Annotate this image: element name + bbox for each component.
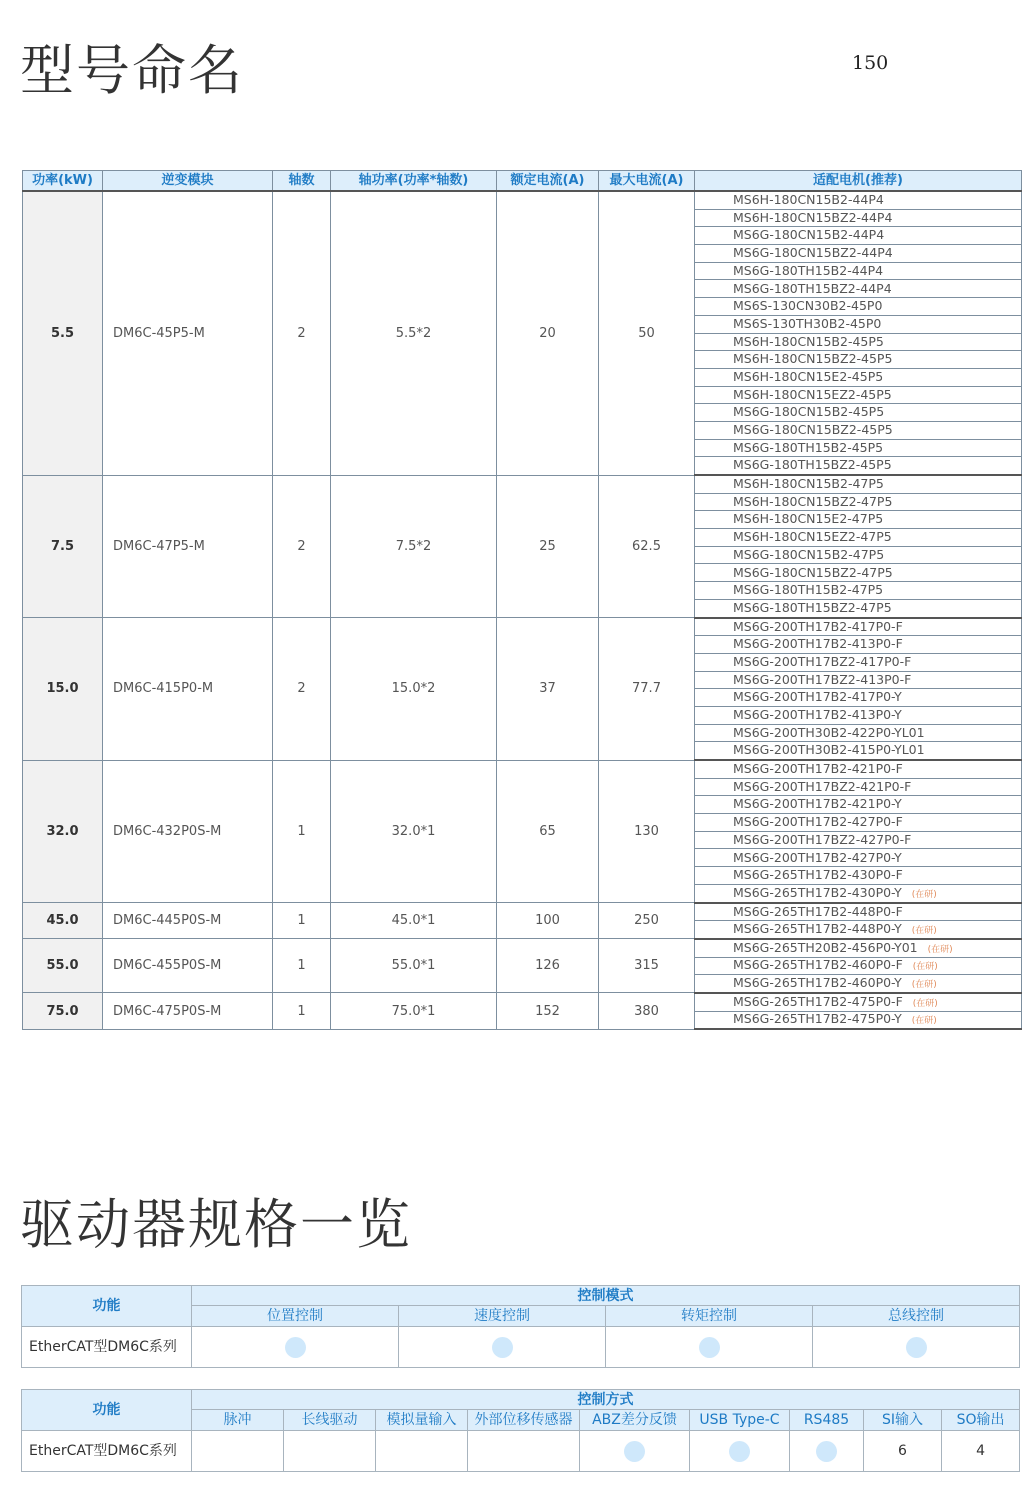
- column-header: 总线控制: [813, 1306, 1020, 1327]
- max-current-cell: 250: [599, 903, 695, 939]
- motor-cell: [695, 778, 1022, 796]
- axis-power-cell: 5.5*2: [331, 191, 497, 475]
- power-cell: 55.0: [23, 939, 103, 993]
- rated-current-cell: 126: [497, 939, 599, 993]
- motor-cell: [695, 546, 1022, 564]
- motor-cell: [695, 421, 1022, 439]
- motor-cell: [695, 227, 1022, 245]
- motor-model: MS6G-265TH17B2-460P0-F: [733, 957, 903, 973]
- motor-model: MS6G-200TH17B2-421P0-Y: [733, 796, 902, 812]
- table-row: [22, 1431, 1020, 1472]
- in-development-tag: (在研): [912, 998, 938, 1009]
- motor-model: MS6G-180TH15BZ2-47P5: [733, 599, 892, 615]
- motor-cell: [695, 671, 1022, 689]
- column-header: 脉冲: [192, 1410, 284, 1431]
- rated-current-cell: 152: [497, 993, 599, 1029]
- motor-model: MS6G-265TH17B2-448P0-Y: [733, 921, 902, 937]
- motor-model: MS6G-180CN15BZ2-44P4: [733, 245, 893, 261]
- supported-dot-icon: [816, 1441, 837, 1462]
- power-cell: 32.0: [23, 760, 103, 903]
- motor-model: MS6H-180CN15B2-45P5: [733, 333, 884, 349]
- motor-cell: [695, 636, 1022, 654]
- spec-cell: 4: [942, 1431, 1020, 1472]
- motor-model: MS6G-180TH15B2-44P4: [733, 262, 884, 278]
- table-row: [23, 939, 1022, 957]
- motor-model: MS6G-180TH15BZ2-44P4: [733, 280, 892, 296]
- motor-model: MS6H-180CN15B2-44P4: [733, 192, 884, 208]
- in-development-tag: (在研): [911, 980, 937, 991]
- column-header: 速度控制: [399, 1306, 606, 1327]
- column-header: SO输出: [942, 1410, 1020, 1431]
- table-row: [22, 1286, 1020, 1306]
- motor-model: MS6G-265TH17B2-430P0-F: [733, 867, 903, 883]
- motor-model: MS6G-200TH17BZ2-413P0-F: [733, 671, 912, 687]
- motor-model: MS6H-180CN15EZ2-47P5: [733, 529, 892, 545]
- motor-cell: [695, 814, 1022, 832]
- max-current-cell: 62.5: [599, 475, 695, 618]
- table-row: [23, 618, 1022, 636]
- axes-cell: 2: [273, 191, 331, 475]
- motor-cell: [695, 280, 1022, 298]
- motor-model: MS6H-180CN15BZ2-45P5: [733, 351, 893, 367]
- table-row: [23, 903, 1022, 921]
- motor-cell: [695, 796, 1022, 814]
- spec-cell: 6: [864, 1431, 942, 1472]
- motor-cell: [695, 903, 1022, 921]
- func-label: 功能: [22, 1390, 192, 1431]
- axis-power-cell: 45.0*1: [331, 903, 497, 939]
- motor-model: MS6G-200TH30B2-422P0-YL01: [733, 724, 925, 740]
- table-row: [23, 760, 1022, 778]
- motor-model: MS6G-200TH17BZ2-417P0-F: [733, 653, 912, 669]
- axes-cell: 1: [273, 993, 331, 1029]
- inverter-cell: DM6C-415P0-M: [103, 618, 273, 761]
- func-label: 功能: [22, 1286, 192, 1327]
- in-development-tag: (在研): [927, 944, 953, 955]
- motor-cell: [695, 706, 1022, 724]
- motor-model: MS6G-265TH17B2-475P0-Y: [733, 1011, 902, 1027]
- spec-cell: [606, 1327, 813, 1368]
- motor-model: MS6G-200TH17B2-413P0-Y: [733, 707, 902, 723]
- column-header: SI输入: [864, 1410, 942, 1431]
- motor-cell: [695, 831, 1022, 849]
- axis-power-cell: 7.5*2: [331, 475, 497, 618]
- table-row: [22, 1327, 1020, 1368]
- spec-cell: [690, 1431, 790, 1472]
- max-current-cell: 77.7: [599, 618, 695, 761]
- motor-cell: [695, 884, 1022, 902]
- motor-model: MS6H-180CN15E2-45P5: [733, 368, 884, 384]
- motor-model: MS6G-200TH30B2-415P0-YL01: [733, 742, 925, 758]
- motor-model: MS6S-130TH30B2-45P0: [733, 315, 882, 331]
- motor-model: MS6G-180TH15BZ2-45P5: [733, 457, 892, 473]
- axes-cell: 2: [273, 475, 331, 618]
- control-method-table: [21, 1389, 1020, 1472]
- spec-cell: [192, 1327, 399, 1368]
- motor-model: MS6H-180CN15BZ2-44P4: [733, 209, 893, 225]
- rated-current-cell: 25: [497, 475, 599, 618]
- motor-cell: [695, 315, 1022, 333]
- group-label: 控制模式: [192, 1286, 1020, 1306]
- max-current-cell: 315: [599, 939, 695, 993]
- motor-cell: [695, 439, 1022, 457]
- motor-cell: [695, 511, 1022, 529]
- motor-cell: [695, 742, 1022, 760]
- axis-power-cell: 75.0*1: [331, 993, 497, 1029]
- motor-cell: [695, 689, 1022, 707]
- axes-cell: 1: [273, 760, 331, 903]
- spec-cell: [813, 1327, 1020, 1368]
- motor-model: MS6H-180CN15BZ2-47P5: [733, 493, 893, 509]
- supported-dot-icon: [729, 1441, 750, 1462]
- motor-model: MS6S-130CN30B2-45P0: [733, 298, 883, 314]
- column-header: 位置控制: [192, 1306, 399, 1327]
- inverter-cell: DM6C-45P5-M: [103, 191, 273, 475]
- motor-cell: [695, 993, 1022, 1011]
- spec-cell: [468, 1431, 580, 1472]
- page-title-driver-specs: 驱动器规格一览: [20, 1193, 412, 1256]
- table-row: [23, 191, 1022, 209]
- model-table-body: [23, 191, 1022, 1029]
- group-label: 控制方式: [192, 1390, 1020, 1410]
- motor-model: MS6G-200TH17B2-417P0-Y: [733, 689, 902, 705]
- motor-cell: [695, 209, 1022, 227]
- supported-dot-icon: [492, 1337, 513, 1358]
- motor-model: MS6G-265TH17B2-448P0-F: [733, 903, 903, 919]
- motor-cell: [695, 618, 1022, 636]
- motor-cell: [695, 368, 1022, 386]
- motor-model: MS6G-265TH17B2-430P0-Y: [733, 884, 902, 900]
- motor-model: MS6G-200TH17B2-427P0-F: [733, 814, 903, 830]
- page-number: 150: [852, 52, 889, 74]
- motor-model: MS6G-180CN15B2-45P5: [733, 404, 885, 420]
- motor-model: MS6G-180CN15B2-47P5: [733, 546, 885, 562]
- motor-model: MS6G-180CN15BZ2-45P5: [733, 422, 893, 438]
- header-rated-current: 额定电流(A): [497, 171, 599, 192]
- motor-cell: [695, 404, 1022, 422]
- axes-cell: 2: [273, 618, 331, 761]
- motor-cell: [695, 724, 1022, 742]
- axis-power-cell: 55.0*1: [331, 939, 497, 993]
- column-header: 外部位移传感器: [468, 1410, 580, 1431]
- row-label: EtherCAT型DM6C系列: [22, 1431, 192, 1472]
- motor-cell: [695, 262, 1022, 280]
- power-cell: 7.5: [23, 475, 103, 618]
- supported-dot-icon: [624, 1441, 645, 1462]
- motor-cell: [695, 975, 1022, 993]
- motor-model: MS6G-180TH15B2-45P5: [733, 439, 884, 455]
- motor-cell: [695, 298, 1022, 316]
- model-naming-table: [22, 170, 1022, 1030]
- power-cell: 75.0: [23, 993, 103, 1029]
- rated-current-cell: 100: [497, 903, 599, 939]
- spec-cell: [192, 1431, 284, 1472]
- supported-dot-icon: [699, 1337, 720, 1358]
- motor-model: MS6G-200TH17B2-413P0-F: [733, 636, 903, 652]
- motor-cell: [695, 599, 1022, 617]
- header-power: 功率(kW): [23, 171, 103, 192]
- motor-cell: [695, 957, 1022, 975]
- power-cell: 5.5: [23, 191, 103, 475]
- rated-current-cell: 20: [497, 191, 599, 475]
- motor-cell: [695, 245, 1022, 263]
- axis-power-cell: 32.0*1: [331, 760, 497, 903]
- header-axes: 轴数: [273, 171, 331, 192]
- axes-cell: 1: [273, 903, 331, 939]
- motor-model: MS6G-200TH17B2-421P0-F: [733, 761, 903, 777]
- in-development-tag: (在研): [911, 889, 937, 900]
- motor-model: MS6G-265TH17B2-460P0-Y: [733, 975, 902, 991]
- column-header: RS485: [790, 1410, 864, 1431]
- inverter-cell: DM6C-432P0S-M: [103, 760, 273, 903]
- column-header: USB Type-C: [690, 1410, 790, 1431]
- motor-cell: [695, 653, 1022, 671]
- inverter-cell: DM6C-445P0S-M: [103, 903, 273, 939]
- motor-cell: [695, 475, 1022, 493]
- motor-model: MS6G-200TH17B2-427P0-Y: [733, 849, 902, 865]
- spec-cell: [284, 1431, 376, 1472]
- motor-cell: [695, 1011, 1022, 1029]
- motor-model: MS6G-265TH20B2-456P0-Y01: [733, 939, 918, 955]
- in-development-tag: (在研): [912, 962, 938, 973]
- motor-cell: [695, 760, 1022, 778]
- motor-cell: [695, 867, 1022, 885]
- spec-cell: [376, 1431, 468, 1472]
- header-max-current: 最大电流(A): [599, 171, 695, 192]
- motor-cell: [695, 939, 1022, 957]
- inverter-cell: DM6C-475P0S-M: [103, 993, 273, 1029]
- supported-dot-icon: [906, 1337, 927, 1358]
- motor-cell: [695, 849, 1022, 867]
- motor-cell: [695, 191, 1022, 209]
- column-header: 转矩控制: [606, 1306, 813, 1327]
- power-cell: 45.0: [23, 903, 103, 939]
- axes-cell: 1: [273, 939, 331, 993]
- axis-power-cell: 15.0*2: [331, 618, 497, 761]
- power-cell: 15.0: [23, 618, 103, 761]
- motor-model: MS6H-180CN15B2-47P5: [733, 476, 884, 492]
- table-row: [23, 993, 1022, 1011]
- motor-model: MS6H-180CN15EZ2-45P5: [733, 386, 892, 402]
- column-header: ABZ差分反馈: [580, 1410, 690, 1431]
- motor-model: MS6G-265TH17B2-475P0-F: [733, 993, 903, 1009]
- spec-cell: [580, 1431, 690, 1472]
- supported-dot-icon: [285, 1337, 306, 1358]
- motor-cell: [695, 457, 1022, 475]
- motor-cell: [695, 333, 1022, 351]
- motor-model: MS6G-200TH17BZ2-421P0-F: [733, 778, 912, 794]
- table-row: [23, 475, 1022, 493]
- in-development-tag: (在研): [911, 926, 937, 937]
- column-header: 模拟量输入: [376, 1410, 468, 1431]
- max-current-cell: 380: [599, 993, 695, 1029]
- page-title-model-naming: 型号命名: [20, 39, 244, 102]
- header-inverter: 逆变模块: [103, 171, 273, 192]
- column-header: 长线驱动: [284, 1410, 376, 1431]
- header-axis-power: 轴功率(功率*轴数): [331, 171, 497, 192]
- in-development-tag: (在研): [911, 1016, 937, 1027]
- motor-model: MS6H-180CN15E2-47P5: [733, 511, 884, 527]
- rated-current-cell: 65: [497, 760, 599, 903]
- motor-cell: [695, 529, 1022, 547]
- max-current-cell: 130: [599, 760, 695, 903]
- table-row: [22, 1390, 1020, 1410]
- motor-cell: [695, 351, 1022, 369]
- motor-model: MS6G-180TH15B2-47P5: [733, 582, 884, 598]
- row-label: EtherCAT型DM6C系列: [22, 1327, 192, 1368]
- motor-model: MS6G-200TH17B2-417P0-F: [733, 618, 903, 634]
- motor-model: MS6G-200TH17BZ2-427P0-F: [733, 831, 912, 847]
- rated-current-cell: 37: [497, 618, 599, 761]
- motor-model: MS6G-180CN15BZ2-47P5: [733, 564, 893, 580]
- motor-cell: [695, 386, 1022, 404]
- motor-model: MS6G-180CN15B2-44P4: [733, 227, 885, 243]
- control-mode-table: [21, 1285, 1020, 1368]
- inverter-cell: DM6C-455P0S-M: [103, 939, 273, 993]
- inverter-cell: DM6C-47P5-M: [103, 475, 273, 618]
- motor-cell: [695, 564, 1022, 582]
- spec-cell: [399, 1327, 606, 1368]
- motor-cell: [695, 582, 1022, 600]
- max-current-cell: 50: [599, 191, 695, 475]
- spec-cell: [790, 1431, 864, 1472]
- header-motor: 适配电机(推荐): [695, 171, 1022, 192]
- table-header-row: [23, 171, 1022, 192]
- motor-cell: [695, 493, 1022, 511]
- motor-cell: [695, 921, 1022, 939]
